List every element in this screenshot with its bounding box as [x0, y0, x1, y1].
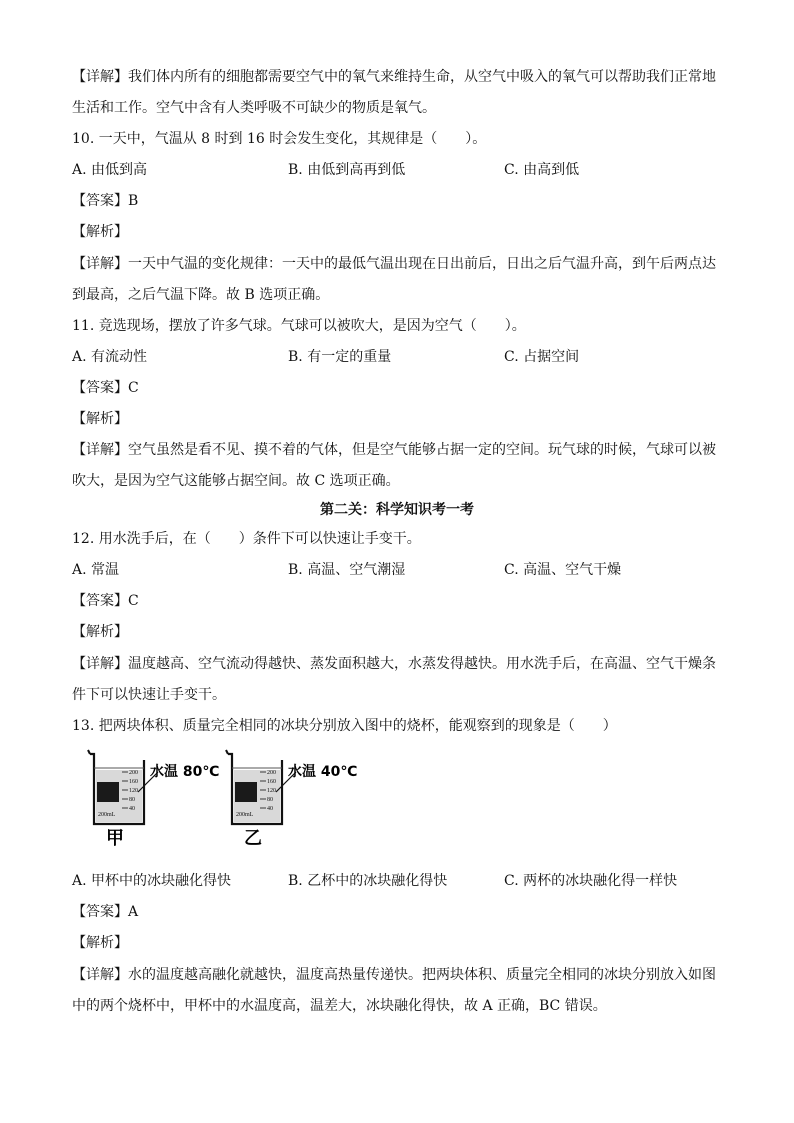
answer-10: 【答案】B: [72, 193, 139, 209]
ice-cube: [235, 782, 257, 802]
beaker-jia: [88, 750, 219, 848]
ice-cube: [97, 782, 119, 802]
question-13: 13. 把两块体积、质量完全相同的冰块分别放入图中的烧杯，能观察到的现象是（ ）: [72, 718, 617, 734]
explanation-10: 【详解】一天中气温的变化规律：一天中的最低气温出现在日出前后，日出之后气温升高，到午后两点达: [72, 256, 716, 272]
explanation-13: 【详解】水的温度越高融化就越快，温度高热量传递快。把两块体积、质量完全相同的冰块分别放入如图: [72, 967, 716, 983]
beaker-label: 乙: [244, 828, 262, 848]
scale-tick: 160: [267, 779, 276, 785]
beaker-label: 甲: [106, 828, 124, 848]
options-q11: [72, 347, 732, 367]
analysis-label: 【解析】: [72, 935, 128, 951]
scale-tick: 80: [267, 797, 273, 803]
option-b: B. 有一定的重量: [288, 349, 392, 365]
scale-tick: 200: [129, 770, 138, 776]
option-b: B. 乙杯中的冰块融化得快: [288, 873, 448, 889]
explanation-11-cont: 吹大，是因为空气这能够占据空间。故 C 选项正确。: [72, 473, 400, 489]
explanation-text: 【详解】我们体内所有的细胞都需要空气中的氧气来维持生命，从空气中吸入的氧气可以帮助我们正常地: [72, 69, 716, 85]
option-c: C. 两杯的冰块融化得一样快: [504, 873, 678, 889]
analysis-label: 【解析】: [72, 224, 128, 240]
scale-tick: 120: [129, 788, 138, 794]
explanation-12-cont: 件下可以快速让手变干。: [72, 687, 226, 703]
question-10: 10. 一天中，气温从 8 时到 16 时会发生变化，其规律是（ ）。: [72, 131, 487, 147]
option-b: B. 高温、空气潮湿: [288, 562, 406, 578]
scale-tick: 80: [129, 797, 135, 803]
option-a: A. 常温: [72, 562, 120, 578]
option-c: C. 高温、空气干燥: [504, 562, 622, 578]
option-c: C. 占据空间: [504, 349, 580, 365]
section-heading: 第二关：科学知识考一考: [320, 502, 474, 518]
explanation-12: 【详解】温度越高、空气流动得越快、蒸发面积越大，水蒸发得越快。用水洗手后，在高温、空气干燥条: [72, 656, 716, 672]
temperature-label: 水温 80℃: [150, 764, 220, 780]
beaker-figure: [86, 748, 386, 848]
scale-tick: 160: [129, 779, 138, 785]
answer-11: 【答案】C: [72, 380, 139, 396]
option-b: B. 由低到高再到低: [288, 162, 406, 178]
scale-tick: 40: [129, 806, 135, 812]
scale-tick: 200: [267, 770, 276, 776]
temperature-label: 水温 40℃: [288, 764, 358, 780]
volume-label: 200mL: [236, 812, 254, 818]
option-a: A. 甲杯中的冰块融化得快: [72, 873, 232, 889]
option-a: A. 由低到高: [72, 162, 148, 178]
answer-13: 【答案】A: [72, 904, 139, 920]
question-11: 11. 竞选现场，摆放了许多气球。气球可以被吹大，是因为空气（ ）。: [72, 318, 526, 334]
option-a: A. 有流动性: [72, 349, 148, 365]
option-c: C. 由高到低: [504, 162, 580, 178]
answer-12: 【答案】C: [72, 593, 139, 609]
options-q12: [72, 560, 732, 580]
scale-tick: 120: [267, 788, 276, 794]
analysis-label: 【解析】: [72, 411, 128, 427]
scale-tick: 40: [267, 806, 273, 812]
explanation-11: 【详解】空气虽然是看不见、摸不着的气体，但是空气能够占据一定的空间。玩气球的时候，气球可以被: [72, 442, 716, 458]
volume-label: 200mL: [98, 812, 116, 818]
beaker-yi: [226, 750, 357, 848]
options-q13: [72, 871, 732, 891]
question-12: 12. 用水洗手后，在（ ）条件下可以快速让手变干。: [72, 531, 421, 547]
analysis-label: 【解析】: [72, 624, 128, 640]
options-q10: [72, 160, 732, 180]
explanation-text: 生活和工作。空气中含有人类呼吸不可缺少的物质是氧气。: [72, 100, 436, 116]
explanation-13-cont: 中的两个烧杯中，甲杯中的水温度高，温差大，冰块融化得快，故 A 正确，BC 错误。: [72, 998, 607, 1014]
explanation-10-cont: 到最高，之后气温下降。故 B 选项正确。: [72, 287, 330, 303]
